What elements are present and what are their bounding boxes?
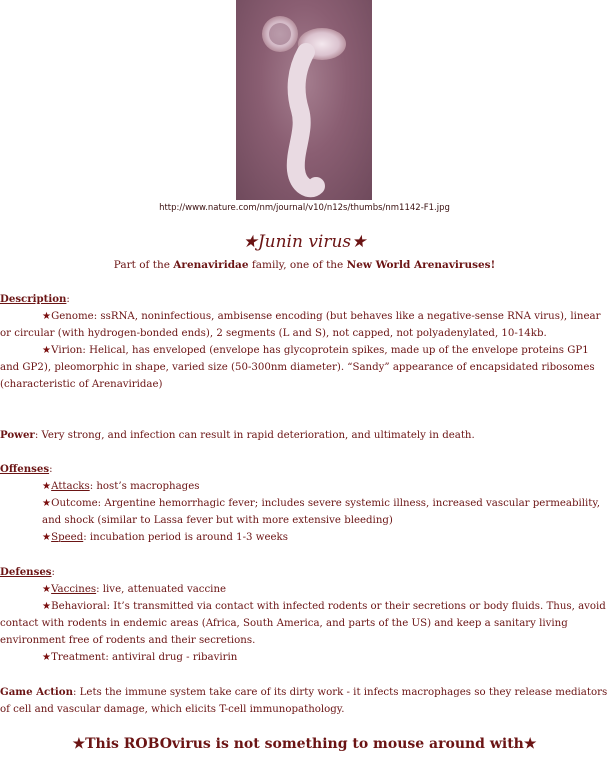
star-icon: ★ <box>42 652 52 663</box>
game-action-section <box>0 684 609 718</box>
behavioral-item <box>0 598 609 649</box>
virion-item <box>0 342 609 393</box>
subtitle-family: Arenaviridae <box>173 259 249 271</box>
star-icon: ★ <box>42 481 52 492</box>
star-icon: ★ <box>42 311 52 322</box>
outcome-item <box>0 495 609 529</box>
page-subtitle <box>0 259 609 271</box>
outcome-text: Outcome: Argentine hemorrhagic fever; includes severe systemic illness, increased vascular permeability, and shock (similar to Lassa fever but with more extensive bleeding) <box>42 498 600 526</box>
defenses-heading: Defenses <box>0 566 52 578</box>
defenses-section: Defenses: ★Vaccines: live, attenuated vaccine ★Behavioral: It’s transmitted via contact with infected rodents or their secretions or body fluids. Thus, avoid contact with rodents in endemic areas (Africa, South America, and parts of the US) and keep a sanitary living environment free of rodents and their secretions. ★Treatment: antiviral drug - ribavirin <box>0 564 609 666</box>
subtitle-middle: family, one of the <box>248 259 347 271</box>
vaccines-item <box>0 581 609 598</box>
description-heading: Description <box>0 293 67 305</box>
speed-item <box>0 529 609 546</box>
speed-text: : incubation period is around 1-3 weeks <box>83 532 288 543</box>
subtitle-prefix: Part of the <box>113 259 174 271</box>
speed-label: Speed <box>51 532 84 543</box>
power-heading: Power <box>0 429 35 441</box>
star-icon: ★ <box>42 584 52 595</box>
attacks-item <box>0 478 609 495</box>
genome-item <box>0 308 609 342</box>
attacks-label: Attacks <box>51 481 90 492</box>
vaccines-text: : live, attenuated vaccine <box>96 584 227 595</box>
treatment-item <box>0 649 609 666</box>
game-action-heading: Game Action <box>0 686 73 698</box>
image-source-url[interactable]: http://www.nature.com/nm/journal/v10/n12s/thumbs/nm1142-F1.jpg <box>159 203 450 213</box>
game-action-text: : Lets the immune system take care of its dirty work - it infects macrophages so they release mediators of cell and vascular damage, which elicits T-cell immunopathology. <box>0 687 608 715</box>
description-section: Description: ★Genome: ssRNA, noninfectious, ambisense encoding (but behaves like a negative-sense RNA virus), linear or circular (with hydrogen-bonded ends), 2 segments (L and S), not capped, not polyadenylated, 10-14kb. ★Virion: Helical, has enveloped (envelope has glycoprotein spikes, made up of the envelope proteins GP1 and GP2), pleomorphic in shape, varied size (50-300nm diameter). “Sandy” appearance of encapsidated ribosomes (characteristic of Arenaviridae) <box>0 291 609 393</box>
genome-text: Genome: ssRNA, noninfectious, ambisense encoding (but behaves like a negative-sense RNA virus), linear or circular (with hydrogen-bonded ends), 2 segments (L and S), not capped, not polyadenylated, 10-14kb. <box>0 311 601 339</box>
power-section <box>0 427 609 444</box>
star-icon: ★ <box>42 601 52 612</box>
power-text: : Very strong, and infection can result in rapid deterioration, and ultimately in death. <box>34 430 475 441</box>
treatment-text: Treatment: antiviral drug - ribavirin <box>51 652 238 663</box>
virion-text: Virion: Helical, has enveloped (envelope has glycoprotein spikes, made up of the envelope proteins GP1 and GP2), pleomorphic in shape, varied size (50-300nm diameter). “Sandy” appearance of encapsidated ribosomes (characteristic of Arenaviridae) <box>0 345 595 390</box>
page-title: ★Junin virus★ <box>242 232 367 252</box>
star-icon: ★ <box>42 532 52 543</box>
virus-micrograph-image <box>236 0 372 200</box>
behavioral-text: Behavioral: It’s transmitted via contact with infected rodents or their secretions or body fluids. Thus, avoid contact with rodents in endemic areas (Africa, South America, and parts of the US) and keep a sanitary living environment free of rodents and their secretions. <box>0 601 606 646</box>
offenses-heading: Offenses <box>0 463 50 475</box>
footer-tagline: ★This ROBOvirus is not something to mouse around with★ <box>72 736 537 752</box>
subtitle-group: New World Arenaviruses! <box>346 259 496 271</box>
star-icon: ★ <box>42 345 52 356</box>
attacks-text: : host’s macrophages <box>89 481 200 492</box>
offenses-section: Offenses: ★Attacks: host’s macrophages ★Outcome: Argentine hemorrhagic fever; includes severe systemic illness, increased vascular permeability, and shock (similar to Lassa fever but with more extensive bleeding) ★Speed: incubation period is around 1-3 weeks <box>0 461 609 546</box>
star-icon: ★ <box>42 498 52 509</box>
virus-shape <box>236 0 372 200</box>
vaccines-label: Vaccines <box>51 584 97 595</box>
